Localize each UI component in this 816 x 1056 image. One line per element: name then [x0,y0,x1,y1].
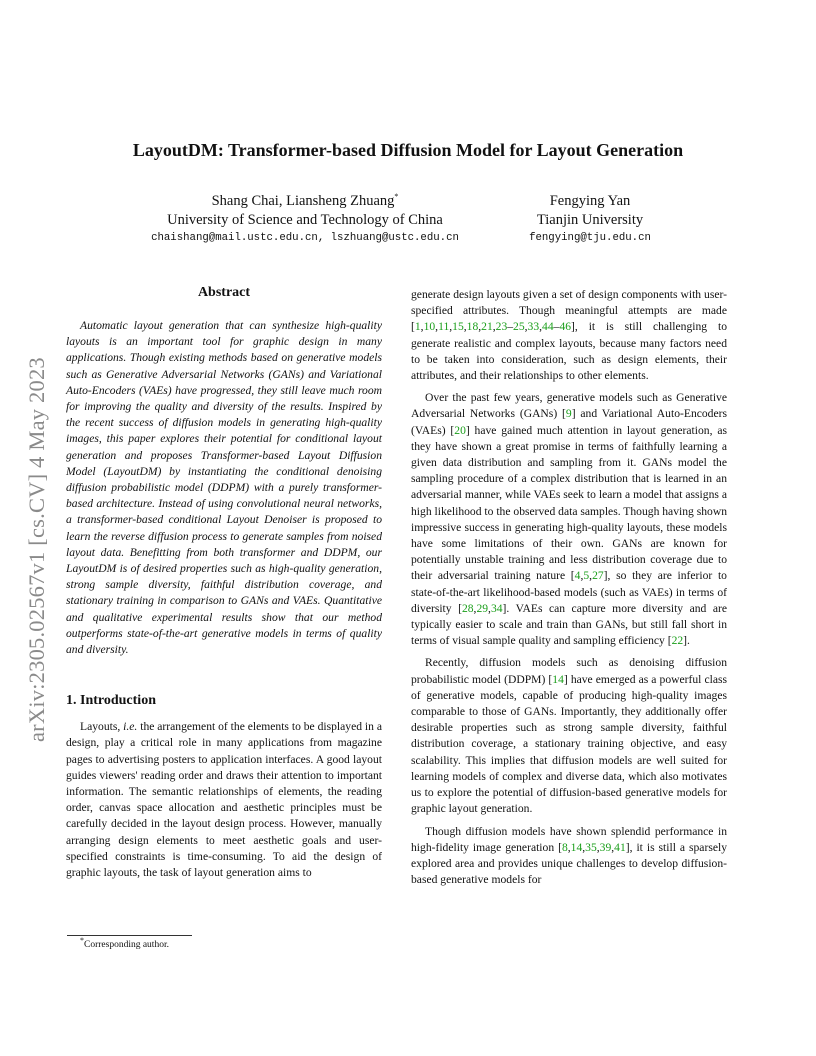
left-column [66,284,382,881]
intro-paragraph-4: Though diffusion models have shown splendid performance in high-fidelity image generation [8,14,35,39,41], it is still a sparsely explored area and provides unique challenges to develop diffusion-based generative models for [411,824,727,887]
citation-link[interactable]: 20 [454,423,466,437]
arxiv-stamp: arXiv:2305.02567v1 [cs.CV] 4 May 2023 [24,357,49,742]
abstract-heading: Abstract [197,285,251,300]
citation-link[interactable]: 41 [614,840,626,854]
author-email[interactable]: fengying@tju.edu.cn [529,232,651,244]
citation-link[interactable]: 10 [423,320,436,334]
citation-link[interactable]: 11 [438,320,450,334]
citation-link[interactable]: 23 [495,320,508,334]
introduction-heading: 1. Introduction [66,693,156,709]
citation-link[interactable]: 28 [461,601,474,615]
citation-link[interactable]: 1 [414,320,421,334]
author-names: Fengying Yan [549,193,631,209]
right-column [411,287,727,888]
intro-paragraph-3: Recently, diffusion models such as denoising diffusion probabilistic model (DDPM) [14] have emerged as a powerful class of generative models, capable of producing high-quality images comparable to those of GANs. Importantly, they additionally offer desirable properties such as strong sample diversity, faithful distribution coverage, a stationary training objective, and easy scalability. This implies that diffusion models are well suited for learning models of complex and diverse data, which also motivates us to explore the potential of diffusion-based generative models for graphic layout generation. [411,656,728,816]
citation-link[interactable]: 25 [513,320,525,334]
author-names: Shang Chai, Liansheng Zhuang* [211,192,399,209]
citation-link[interactable]: 5 [583,569,590,583]
ie-abbrev: i.e. [123,720,138,734]
footnote-divider [67,935,192,936]
citation-link[interactable]: 9 [565,407,572,421]
author-email[interactable]: chaishang@mail.ustc.edu.cn, lszhuang@ustc.edu.cn [151,232,459,244]
citation-link[interactable]: 27 [592,569,604,583]
citation-link[interactable]: 14 [552,672,564,686]
citation-link[interactable]: 18 [466,320,479,334]
citation-link[interactable]: 33 [527,320,540,334]
citation-link[interactable]: 22 [671,634,684,648]
author-block-2 [500,192,680,246]
abstract-text: Automatic layout generation that can synthesize high-quality layouts is an important tool for graphic design in many applications. Though existing methods based on generative models such as Generative Adversarial Networks (GANs) and Variational Auto-Encoders (VAEs) have progressed, they still leave much room for improving the quality and diversity of the results. Inspired by the recent success of diffusion models in generating high-quality images, this paper explores their potential for conditional layout generation and proposes Transformer-based Layout Diffusion Model (LayoutDM) by instantiating the conditional denoising diffusion probabilistic model (DDPM) with a purely transformer-based architecture. Instead of using convolutional neural networks, a transformer-based conditional Layout Denoiser is proposed to learn the reverse diffusion process to generate samples from noised layout data. Benefitting from both transformer and DDPM, our LayoutDM is of desired properties such as high-quality generation, strong sample diversity, faithful distribution coverage, and stationary training in comparison to GANs and VAEs. Quantitative and qualitative experimental results show that our method outperforms state-of-the-art generative models in terms of quality and diversity. [66,319,382,657]
author-affiliation: Tianjin University [536,212,644,228]
intro-paragraph-continued: generate design layouts given a set of design components with user-specified attributes. Though meaningful attempts are made [1,10,11,15,18,21,23–25,33,44–46], it is still challenging to generate realistic and complex layouts, because many factors need to be taken into consideration, such as design elements, their attributes, and their relationships to other elements. [411,288,727,383]
citation-link[interactable]: 15 [452,320,464,334]
footnote: *Corresponding author. [80,935,169,950]
intro-paragraph-1: Layouts, i.e. the arrangement of the elements to be displayed in a design, play a critical role in many applications from magazine pages to advertising posters to application interfaces. A good layout guides viewers' reading order and draws their attention to important information. The semantic relationships of elements, the reading order, canvas space allocation and aesthetic principles must be carefully decided in the layout design process. However, manually arranging design elements to meet aesthetic goals and user-specified constraints is time-consuming. To aid the design of graphic layouts, the task of layout generation aims to [66,720,382,880]
intro-paragraph-2: Over the past few years, generative models such as Generative Adversarial Networks (GANs) [9] and Variational Auto-Encoders (VAEs) [20] have gained much attention in layout generation, as they have shown a great promise in terms of faithfully learning a given data distribution and sampling from it. GANs model the sampling procedure of a complex distribution that is learned in an adversarial manner, while VAEs seek to learn a model that assigns a high likelihood to the observed data samples. Though having shown impressive success in generating high-quality layouts, these models have some limitations of their own. GANs are known for potentially unstable training and less distribution coverage due to their adversarial training nature [4,5,27], so they are inferior to state-of-the-art likelihood-based models (such as VAEs) in terms of diversity [28,29,34]. VAEs can capture more diversity and are typically easier to scale and train than GANs, but still fall short in terms of visual sample quality and sampling efficiency [22]. [411,391,727,648]
author-affiliation: University of Science and Technology of China [167,212,443,228]
citation-link[interactable]: 8 [561,840,568,854]
corresponding-mark: * [394,192,399,202]
citation-link[interactable]: 46 [559,320,572,334]
citation-link[interactable]: 44 [542,320,554,334]
author-block-1 [120,192,490,246]
paper-title: LayoutDM: Transformer-based Diffusion Model for Layout Generation [132,140,684,160]
citation-link[interactable]: 39 [599,840,612,854]
citation-link[interactable]: 14 [570,840,583,854]
citation-link[interactable]: 35 [585,840,597,854]
citation-link[interactable]: 29 [476,601,489,615]
citation-link[interactable]: 21 [481,320,493,334]
citation-link[interactable]: 34 [490,601,503,615]
citation-link[interactable]: 4 [574,569,581,583]
